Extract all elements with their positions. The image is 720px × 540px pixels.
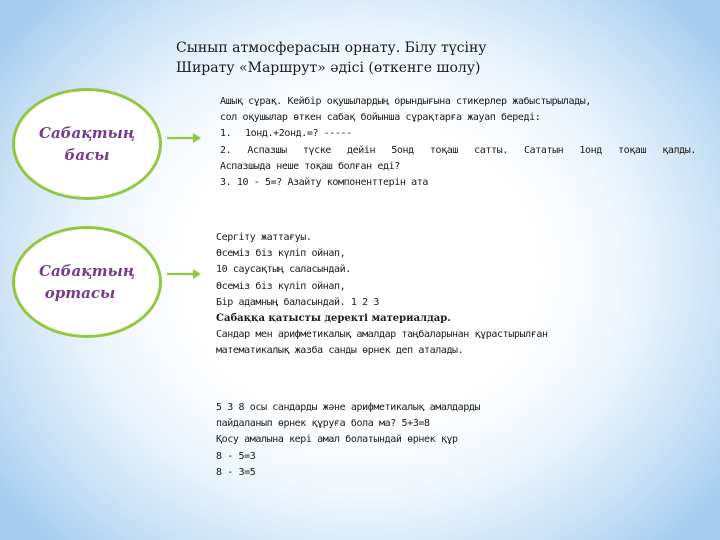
- arrow-right-icon: [166, 267, 202, 281]
- bold-heading: Сабаққа қатысты деректі материалдар.: [216, 313, 451, 325]
- text-line: 3. 10 - 5=? Азайту компоненттерін ата: [220, 177, 428, 189]
- text-line: 8 - 5=3: [216, 450, 256, 462]
- title-line-1: Сынып атмосферасын орнату. Білу түсіну: [176, 40, 487, 56]
- text-line: 2. Аспазшы түске дейін 5онд тоқаш сатты. Сататын 1онд тоқаш қалды.: [220, 144, 696, 156]
- lesson-start-text: [220, 94, 696, 191]
- slide-title: [176, 38, 596, 78]
- section-label-line-1: Сабақтың: [39, 262, 135, 280]
- text-line: Аспазшыда неше тоқаш болған еді?: [220, 160, 400, 172]
- section-oval-lesson-middle: [12, 226, 162, 338]
- section-label-lesson-middle: [39, 260, 135, 304]
- text-line: Сандар мен арифметикалық амалдар таңбаларынан құрастырылған: [216, 329, 548, 341]
- text-line: Ашық сұрақ. Кейбір оқушылардың орындығына стикерлер жабыстырылады,: [220, 96, 591, 107]
- section-label-line-2: басы: [64, 146, 110, 164]
- text-line: Сергіту жаттағуы.: [216, 232, 312, 243]
- arrow-right-icon: [166, 131, 202, 145]
- text-line: Өсеміз біз күліп ойнап,: [216, 248, 346, 260]
- list-item: [220, 126, 696, 142]
- text-line: Бір адамның баласындай. 1 2 3: [216, 296, 379, 308]
- text-line: математикалық жазба санды өрнек деп аталады.: [216, 345, 464, 357]
- lesson-middle-text: [216, 230, 706, 360]
- text-line: сол оқушылар өткен сабақ бойынша сұрақтарға жауап береді:: [220, 112, 541, 124]
- section-label-line-1: Сабақтың: [39, 124, 135, 142]
- text-line: пайдаланып өрнек құруға бола ма? 5+3=8: [216, 418, 430, 430]
- list-item-text: 1онд.+2онд.=? -----: [245, 128, 352, 140]
- text-line: 5 3 8 осы сандарды және арифметикалық амалдарды: [216, 402, 481, 413]
- title-line-2: Ширату «Маршрут» әдісі (өткенге шолу): [176, 60, 481, 76]
- text-line: Өсеміз біз күліп ойнап,: [216, 280, 346, 292]
- section-oval-lesson-start: [12, 88, 162, 200]
- section-label-line-2: ортасы: [44, 284, 116, 302]
- text-line: 8 - 3=5: [216, 466, 256, 478]
- list-item-number: 1.: [220, 128, 232, 140]
- expression-task-text: [216, 400, 706, 481]
- text-line: Қосу амалына кері амал болатындай өрнек құр: [216, 434, 458, 446]
- text-line: 10 саусақтың саласындай.: [216, 264, 351, 276]
- section-label-lesson-start: [39, 122, 135, 166]
